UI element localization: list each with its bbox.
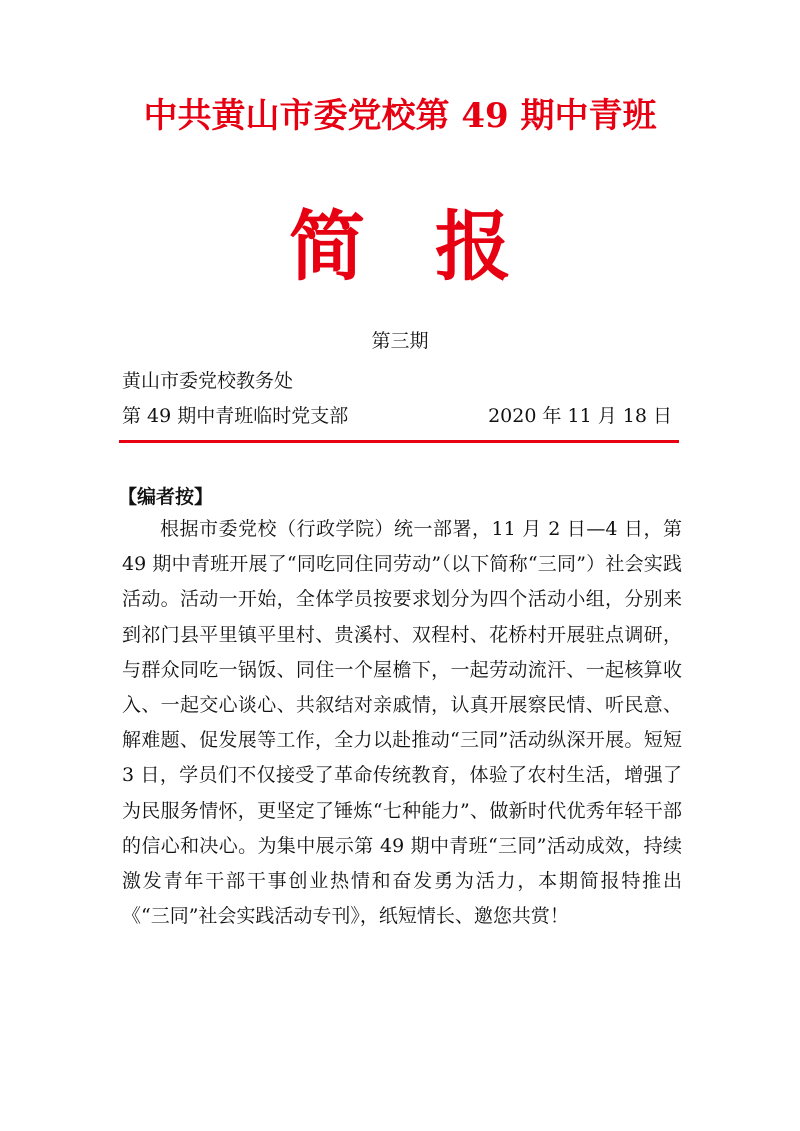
- issuer-branch: 第 49 期中青班临时党支部: [122, 405, 349, 427]
- issue-number: 第三期: [371, 330, 429, 352]
- issuer-branch-row: [122, 401, 672, 428]
- editor-note-body: 根据市委党校（行政学院）统一部署，11 月 2 日—4 日，第 49 期中青班开展了“同吃同住同劳动”（以下简称“三同”）社会实践活动。活动一开始，全体学员按要求划分为四个活动小组，分别来到祁门县平里镇平里村、贵溪村、双程村、花桥村开展驻点调研，与群众同吃一锅饭、同住一个屋檐下，一起劳动流汗、一起核算收入、一起交心谈心、共叙结对亲戚情，认真开展察民情、听民意、解难题、促发展等工作，全力以赴推动“三同”活动纵深开展。短短 3 日，学员们不仅接受了革命传统教育，体验了农村生活，增强了为民服务情怀，更坚定了锤炼“七种能力”、做新时代优秀年轻干部的信心和决心。为集中展示第 49 期中青班“三同”活动成效，持续激发青年干部干事创业热情和奋发勇为活力，本期简报特推出《“三同”社会实践活动专刊》，纸短情长、邀您共赏！: [122, 518, 682, 928]
- bulletin-title: 简报: [289, 202, 581, 291]
- issuer-office: 黄山市委党校教务处: [122, 370, 294, 392]
- issue-date: 2020 年 11 月 18 日: [488, 405, 672, 427]
- red-divider: [119, 440, 679, 443]
- editor-note-heading: 【编者按】: [118, 486, 214, 508]
- org-title: 中共黄山市委党校第 49 期中青班: [143, 96, 657, 136]
